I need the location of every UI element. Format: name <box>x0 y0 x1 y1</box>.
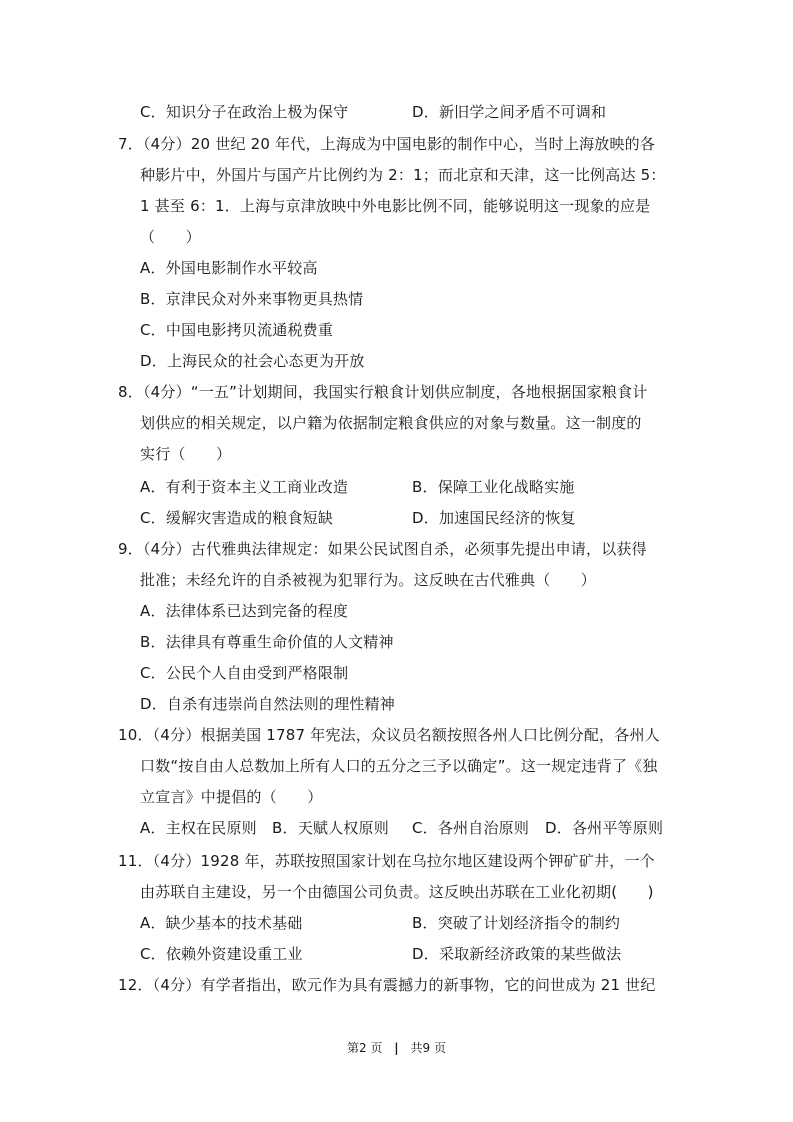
q10-stem-line-2: 口数“按自由人总数加上所有人口的五分之三予以确定”。这一规定违背了《独 <box>140 757 658 775</box>
q10-option-d: D．各州平等原则 <box>545 819 664 837</box>
q11-option-a: A．缺少基本的技术基础 <box>140 914 303 932</box>
q11-option-d: D．采取新经济政策的某些做法 <box>412 945 622 963</box>
q10-stem-line-1: 10．（4分）根据美国 1787 年宪法，众议员名额按照各州人口比例分配，各州人 <box>118 726 660 744</box>
q9-option-a: A．法律体系已达到完备的程度 <box>140 602 349 620</box>
q9-option-d: D．自杀有违崇尚自然法则的理性精神 <box>140 695 395 713</box>
total-pages-label: 共9 页 <box>410 1041 446 1055</box>
q7-option-b: B．京津民众对外来事物更具热情 <box>140 290 364 308</box>
q7-option-c: C．中国电影拷贝流通税费重 <box>140 321 334 339</box>
q11-stem-line-2: 由苏联自主建设，另一个由德国公司负责。这反映出苏联在工业化初期( ) <box>140 883 654 901</box>
current-page-label: 第2 页 <box>347 1041 383 1055</box>
q10-option-a: A．主权在民原则 <box>140 819 257 837</box>
q9-stem-line-2: 批准；未经允许的自杀被视为犯罪行为。这反映在古代雅典（ ） <box>140 571 597 589</box>
q8-stem-line-2: 划供应的相关规定，以户籍为依据制定粮食供应的对象与数量。这一制度的 <box>140 414 642 432</box>
page-footer <box>0 1040 793 1056</box>
q9-option-b: B．法律具有尊重生命价值的人文精神 <box>140 633 394 651</box>
q8-stem-line-1: 8．（4分）“一五”计划期间，我国实行粮食计划供应制度，各地根据国家粮食计 <box>118 383 648 401</box>
q7-option-a: A．外国电影制作水平较高 <box>140 259 318 277</box>
q10-stem-line-3: 立宣言》中提倡的（ ） <box>140 788 323 806</box>
q12-stem-line-1: 12．（4分）有学者指出，欧元作为具有震撼力的新事物，它的问世成为 21 世纪 <box>118 976 656 994</box>
q8-stem-line-3: 实行（ ） <box>140 445 232 463</box>
q10-option-c: C．各州自治原则 <box>412 819 530 837</box>
q7-option-d: D．上海民众的社会心态更为开放 <box>140 352 365 370</box>
q11-option-b: B．突破了计划经济指令的制约 <box>412 914 621 932</box>
q11-option-c: C．依赖外资建设重工业 <box>140 945 303 963</box>
q10-option-b: B．天赋人权原则 <box>272 819 389 837</box>
q6-option-d: D．新旧学之间矛盾不可调和 <box>412 103 607 121</box>
q6-option-c: C．知识分子在政治上极为保守 <box>140 103 349 121</box>
q7-stem-line-2: 种影片中，外国片与国产片比例约为 2：1；而北京和天津，这一比例高达 5： <box>140 166 666 184</box>
q7-stem-line-3: 1 甚至 6：1．上海与京津放映中外电影比例不同，能够说明这一现象的应是 <box>140 197 651 215</box>
q8-option-c: C．缓解灾害造成的粮食短缺 <box>140 509 334 527</box>
q8-option-d: D．加速国民经济的恢复 <box>412 509 576 527</box>
footer-separator: | <box>394 1041 399 1055</box>
q9-option-c: C．公民个人自由受到严格限制 <box>140 664 349 682</box>
q7-stem-line-4: （ ） <box>140 228 201 246</box>
q8-option-b: B．保障工业化战略实施 <box>412 478 575 496</box>
q8-option-a: A．有利于资本主义工商业改造 <box>140 478 349 496</box>
q11-stem-line-1: 11．（4分）1928 年，苏联按照国家计划在乌拉尔地区建设两个钾矿矿井，一个 <box>118 852 655 870</box>
q9-stem-line-1: 9．（4分）古代雅典法律规定：如果公民试图自杀，必须事先提出申请，以获得 <box>118 540 647 558</box>
q7-stem-line-1: 7．（4分）20 世纪 20 年代，上海成为中国电影的制作中心，当时上海放映的各 <box>118 135 656 153</box>
